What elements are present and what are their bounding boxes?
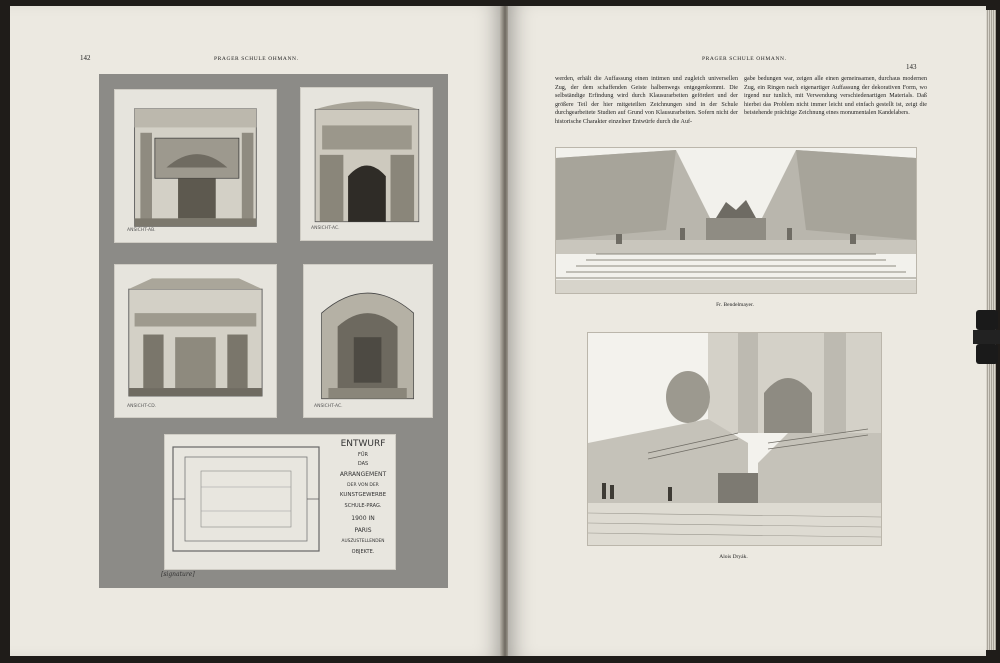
sheet-label: ANSICHT-CD. xyxy=(127,404,157,409)
sheet-label: ANSICHT-AB. xyxy=(127,228,156,233)
signature: [signature] xyxy=(161,571,195,578)
caption-bottom: Alois Dryák. xyxy=(719,554,748,560)
legend-line: KUNSTGEWERBE xyxy=(339,492,387,498)
drawing-plate xyxy=(99,74,448,588)
fountain-drawing xyxy=(556,148,916,293)
legend-line: OBJEKTE. xyxy=(351,549,375,555)
right-page xyxy=(508,6,986,656)
page-number-right: 143 xyxy=(906,63,917,71)
legend-line: DAS xyxy=(357,461,369,467)
page-number-left: 142 xyxy=(80,54,91,62)
plan-legend xyxy=(331,435,395,569)
running-head-right: PRAGER SCHULE OHMANN. xyxy=(702,56,787,62)
binder-clip xyxy=(973,306,1000,368)
legend-line: 1900 IN xyxy=(351,515,375,522)
elevation-sheet-ab xyxy=(114,89,277,243)
text-column-1: werden, erhält die Auffassung einen intimen und zugleich universellen Zug, der dem schaffenden Geiste halbenwegs entgegenkommt. Die selbständige Erfindung wird durch Klausurarbeiten gefördert und der größere Teil der hier mitgeteilten Zeichnungen sind in der Schule durchgearbeitete Studien auf Grund von Klausurarbeiten. Sofern nicht der historische Charakter einzelner Entwürfe durch die Auf- xyxy=(555,76,738,125)
elevation-drawing-ac xyxy=(308,96,426,230)
running-head-left: PRAGER SCHULE OHMANN. xyxy=(214,56,299,62)
staircase-illustration xyxy=(587,332,882,546)
legend-line: ENTWURF xyxy=(340,439,386,449)
staircase-drawing xyxy=(588,333,881,545)
legend-line: DER VON DER xyxy=(347,483,379,488)
fountain-illustration xyxy=(555,147,917,294)
niche-sheet xyxy=(303,264,433,418)
legend-line: FÜR xyxy=(357,452,368,458)
elevation-drawing-ab xyxy=(123,98,268,232)
text-column-2: gabe bedungen war, zeigen alle einen gemeinsamen, durchaus modernen Zug, ein Ringen nach eigenartiger Auffassung der dekorativen Form, wo irgend nur tunlich, mit Verwendung verschiedenartigen Materials. Daß hierbei das Problem nicht immer leicht und einfach gestellt ist, zeigt die beistehende prächtige Zeichnung eines monumentalen Kandelabers. xyxy=(744,76,927,117)
legend-line: SCHULE-PRAG. xyxy=(344,503,382,509)
caption-top: Fr. Bendelmayer. xyxy=(716,302,754,308)
left-page xyxy=(10,6,502,656)
sheet-label: ANSICHT-AC. xyxy=(311,226,340,231)
niche-drawing xyxy=(310,273,425,407)
legend-line: ARRANGEMENT xyxy=(339,471,387,478)
elevation-drawing-cd xyxy=(123,273,268,407)
floor-plan-sheet xyxy=(164,434,396,570)
legend-line: PARIS xyxy=(354,527,372,534)
elevation-sheet-ac xyxy=(300,87,433,241)
floor-plan-drawing xyxy=(171,441,323,559)
sheet-label: ANSICHT-AC. xyxy=(314,404,343,409)
elevation-sheet-cd xyxy=(114,264,277,418)
legend-line: AUSZUSTELLENDEN xyxy=(341,539,385,544)
